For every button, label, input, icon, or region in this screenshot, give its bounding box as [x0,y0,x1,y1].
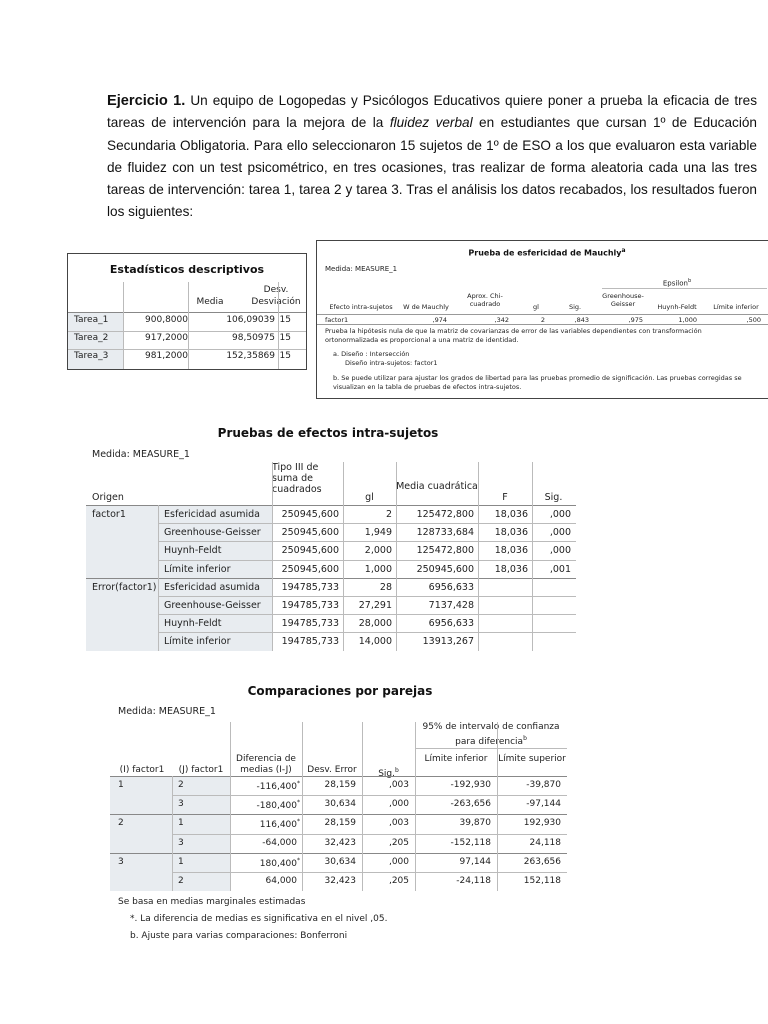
mauchly-note-a2: Diseño intra-sujetos: factor1 [345,359,438,367]
mauchly-header: gl [533,303,539,311]
parejas-diff [230,818,300,830]
efectos-cell: 250945,600 [416,563,474,575]
efectos-vline-label [158,505,159,651]
parejas-table [110,682,610,962]
desc-row-label: Tarea_1 [74,315,109,325]
parejas-diff-value: 116,400 [259,820,297,831]
mauchly-note1: Prueba la hipótesis nula de que la matriz de covarianzas de error de las variables dependientes con transformación ortonormalizada es proporcional a una matriz de identidad. [325,327,702,344]
parejas-note2: *. La diferencia de medias es significativa en el nivel ,05. [130,914,388,924]
parejas-header [362,765,415,780]
efectos-cell: 194785,733 [281,600,339,611]
parejas-j: 2 [178,876,184,886]
parejas-header [112,765,172,776]
parejas-cell: ,205 [388,837,409,848]
parejas-header-text: Diferencia de medias (I-J) [236,754,296,775]
efectos-cell: 125472,800 [416,545,474,557]
parejas-cell: 32,423 [324,837,356,848]
efectos-cell: 13913,267 [422,636,474,648]
descriptivos-table [67,253,307,370]
parejas-cell: 263,656 [523,856,561,867]
parejas-diff [230,857,300,869]
efectos-cell: 1,949 [364,527,392,539]
efectos-header-mc: Media cuadrática [396,481,478,492]
parejas-i: 1 [118,780,124,790]
parejas-diff-star: * [297,818,300,826]
efectos-cell: ,001 [549,563,571,575]
exercise-heading: Ejercicio 1. [107,93,186,109]
mauchly-row-label: factor1 [325,316,349,324]
parejas-ci-line [415,748,567,749]
efectos-header-line [86,505,576,506]
efectos-vline [343,462,344,651]
desc-cell: 152,35869 [226,351,275,361]
exercise-paragraph [107,90,757,224]
parejas-header-text: Sig. [378,769,395,779]
parejas-vline [302,722,303,891]
parejas-diff-star: * [297,780,300,787]
efectos-cell: 18,036 [494,545,528,557]
efectos-cell: 28 [379,581,392,593]
efectos-row-label: Greenhouse-Geisser [164,600,261,611]
efectos-cell: 250945,600 [281,527,339,539]
parejas-header-text: Límite superior [498,754,566,764]
parejas-cell: 30,634 [324,856,356,867]
desc-cell: 98,50975 [232,333,275,343]
parejas-cell: ,000 [388,799,409,810]
parejas-diff-value: -180,400 [256,801,297,812]
parejas-cell: 28,159 [324,818,356,829]
desc-vline [123,282,124,369]
exercise-italic: fluidez verbal [389,115,473,131]
parejas-row-line [172,872,567,873]
parejas-vline [415,722,416,891]
efectos-cell: 125472,800 [416,509,474,520]
mauchly-cell: 1,000 [678,316,697,324]
parejas-diff-value: -64,000 [262,837,297,848]
efectos-group-line [86,578,576,579]
desc-vline [278,282,279,369]
desc-row-divider [68,349,306,350]
parejas-header [172,765,230,776]
parejas-diff [230,780,300,792]
parejas-i: 3 [118,856,124,867]
parejas-cell: -24,118 [456,876,491,886]
parejas-medida: Medida: MEASURE_1 [118,706,216,717]
efectos-cell: 18,036 [494,527,528,539]
efectos-cell: 6956,633 [428,581,474,593]
desc-cell: 900,8000 [145,315,188,325]
efectos-cell: 194785,733 [281,581,339,593]
efectos-row-line [158,523,576,524]
parejas-diff-star: * [297,799,300,807]
efectos-row-label: Esfericidad asumida [164,581,260,593]
parejas-ci-header [415,722,567,748]
efectos-cell: 14,000 [358,636,392,648]
desc-cell: 106,09039 [226,315,275,325]
parejas-j: 1 [178,856,184,867]
desc-cell: 917,2000 [145,333,188,343]
parejas-diff-value: 180,400 [259,858,297,869]
efectos-group-label: factor1 [92,509,126,520]
efectos-cell: 250945,600 [281,509,339,520]
parejas-diff [230,876,300,886]
mauchly-header: Aprox. Chi-cuadrado [467,292,503,308]
efectos-title: Pruebas de efectos intra-sujetos [217,426,439,440]
efectos-row-line [158,632,576,633]
parejas-vline [172,776,173,891]
exercise-text-2: en estudiantes que cursan 1º de Educación Secundaria Obligatoria. Para ello seleccionaron 15 sujetos de 1º de ESO a los que evaluaron esta variable de fluidez con un test psicométrico, en tres ocasiones, tras realizar de forma aleatoria cada una las tres tareas de intervención: tarea 1, tarea 2 y tarea 3. Tras el análisis los datos recabados, los resultados fueron los siguientes: [107,115,757,220]
mauchly-cell: ,500 [746,316,761,324]
efectos-header-ss: Tipo III de suma de cuadrados [272,462,322,495]
parejas-cell: -39,870 [526,780,561,790]
parejas-cell: 30,634 [324,799,356,810]
parejas-cell: ,003 [388,780,409,790]
efectos-cell: 250945,600 [281,563,339,575]
parejas-cell: 192,930 [523,818,561,829]
efectos-cell: 2 [385,509,392,520]
parejas-cell: -97,144 [526,799,561,810]
efectos-cell: 6956,633 [428,618,474,630]
parejas-j: 1 [178,818,184,829]
efectos-cell: 27,291 [358,600,392,611]
efectos-cell: ,000 [549,509,571,520]
parejas-diff [230,799,300,811]
efectos-medida: Medida: MEASURE_1 [92,449,190,460]
desc-vline [188,282,189,369]
parejas-row-line [172,795,567,796]
parejas-j: 2 [178,780,184,790]
parejas-cell: 39,870 [459,818,491,829]
desc-row-divider [68,331,306,332]
parejas-j: 3 [178,837,184,848]
efectos-row-line [158,614,576,615]
efectos-cell: 128733,684 [416,527,474,539]
efectos-row-line [158,560,576,561]
parejas-cell: 28,159 [324,780,356,790]
efectos-row-line [158,541,576,542]
mauchly-header: Límite inferior [713,303,759,311]
parejas-note3: b. Ajuste para varias comparaciones: Bonferroni [130,931,348,941]
parejas-header [497,754,567,765]
parejas-cell: -152,118 [450,837,491,848]
parejas-cell: ,000 [388,856,409,867]
mauchly-title: Prueba de esfericidad de Mauchly$^a$ [468,247,626,258]
efectos-row-label: Límite inferior [164,636,231,648]
exercise-text-1: Un equipo de Logopedas y Psicólogos Educativos quiere poner a prueba la eficacia de tres tareas de intervención para la mejora de la [107,93,757,131]
parejas-cell: 24,118 [529,837,561,848]
parejas-row-line [110,814,567,815]
desc-cell: 15 [279,315,291,325]
mauchly-note-a1: a. Diseño : Intersección [333,350,410,358]
parejas-cell: ,205 [388,876,409,886]
parejas-diff-value: -116,400 [256,782,297,792]
mauchly-medida: Medida: MEASURE_1 [325,265,398,273]
parejas-cell: 152,118 [523,876,561,886]
efectos-cell: 194785,733 [281,618,339,630]
parejas-cell: ,003 [388,818,409,829]
efectos-cell: 1,000 [364,563,392,575]
efectos-cell: ,000 [549,545,571,557]
mauchly-table [316,240,768,399]
efectos-cell: ,000 [549,527,571,539]
mauchly-cell: ,974 [432,316,447,324]
parejas-vline [362,722,363,891]
mauchly-epsilon: Epsilon$^b$ [662,278,692,288]
mauchly-header: Greenhouse-Geisser [602,292,644,308]
parejas-row-line [110,853,567,854]
parejas-i: 2 [118,818,124,829]
parejas-header-line [110,776,567,777]
mauchly-header: Huynh-Feldt [657,303,697,311]
desc-cell: 15 [279,351,291,361]
parejas-cell: 97,144 [459,856,491,867]
parejas-header [302,765,362,776]
efectos-row-label: Límite inferior [164,563,231,575]
efectos-header-sig: Sig. [544,492,563,503]
parejas-cell: -192,930 [450,780,491,790]
efectos-group-label: Error(factor1) [92,581,157,593]
efectos-table [86,422,586,652]
mauchly-epsilon-line [602,288,767,289]
parejas-cell: -263,656 [450,799,491,810]
mauchly-cell: ,975 [628,316,643,324]
mauchly-header: Efecto intra-sujetos [329,303,393,311]
efectos-header-origen: Origen [92,492,124,503]
efectos-row-label: Huynh-Feldt [164,545,222,557]
parejas-ci-text: 95% de intervalo de confianza para diferencia [422,722,560,747]
efectos-cell: 7137,428 [428,600,474,611]
efectos-vline [478,462,479,651]
efectos-cell: 18,036 [494,563,528,575]
efectos-cell: 28,000 [358,618,392,630]
efectos-vline [272,462,273,651]
desc-cell: 981,2000 [145,351,188,361]
parejas-header [415,754,497,765]
descriptivos-title: Estadísticos descriptivos [109,263,265,276]
mauchly-cell: ,342 [494,316,509,324]
efectos-cell: 250945,600 [281,545,339,557]
mauchly-header: Sig. [568,303,582,311]
parejas-row-line [172,834,567,835]
efectos-cell: 18,036 [494,509,528,520]
parejas-diff-star: * [297,856,300,864]
parejas-vline [230,722,231,891]
efectos-row-label: Huynh-Feldt [164,618,222,630]
parejas-note1: Se basa en medias marginales estimadas [118,897,306,907]
efectos-header-f: F [502,492,508,503]
efectos-header-gl: gl [365,492,374,503]
efectos-row-line [158,596,576,597]
parejas-header [230,754,302,776]
parejas-sig-sup: b [394,767,399,774]
efectos-row-label: Greenhouse-Geisser [164,527,261,539]
parejas-header-text: Límite inferior [424,754,488,764]
desc-cell: 15 [279,333,291,343]
parejas-cell: 32,423 [324,876,356,886]
desc-row-label: Tarea_2 [74,333,109,343]
parejas-j: 3 [178,799,184,810]
parejas-vline [497,722,498,891]
efectos-vline [532,462,533,651]
efectos-cell: 194785,733 [281,636,339,648]
efectos-row-label: Esfericidad asumida [164,509,260,520]
efectos-vline [396,462,397,651]
desc-header-media: Media [196,297,224,307]
parejas-header-text: Desv. Error [307,765,357,775]
desc-header-desv: Desv. Desviación [251,285,301,307]
parejas-title: Comparaciones por parejas [247,684,433,698]
parejas-ci-sup: b [523,735,527,742]
efectos-cell: 2,000 [364,545,392,557]
mauchly-cell: 2 [540,316,545,324]
parejas-header-text: (J) factor1 [178,765,224,775]
parejas-diff-value: 64,000 [265,876,297,886]
mauchly-header: W de Mauchly [403,303,449,311]
desc-row-label: Tarea_3 [74,351,109,361]
mauchly-cell: ,843 [574,316,589,324]
mauchly-note-b: b. Se puede utilizar para ajustar los grados de libertad para las pruebas promedio de significación. Las pruebas corregidas se visualizan en la tabla de pruebas de efectos intra-sujetos. [333,374,742,391]
parejas-diff [230,838,300,848]
parejas-header-text: (I) factor1 [119,765,165,775]
